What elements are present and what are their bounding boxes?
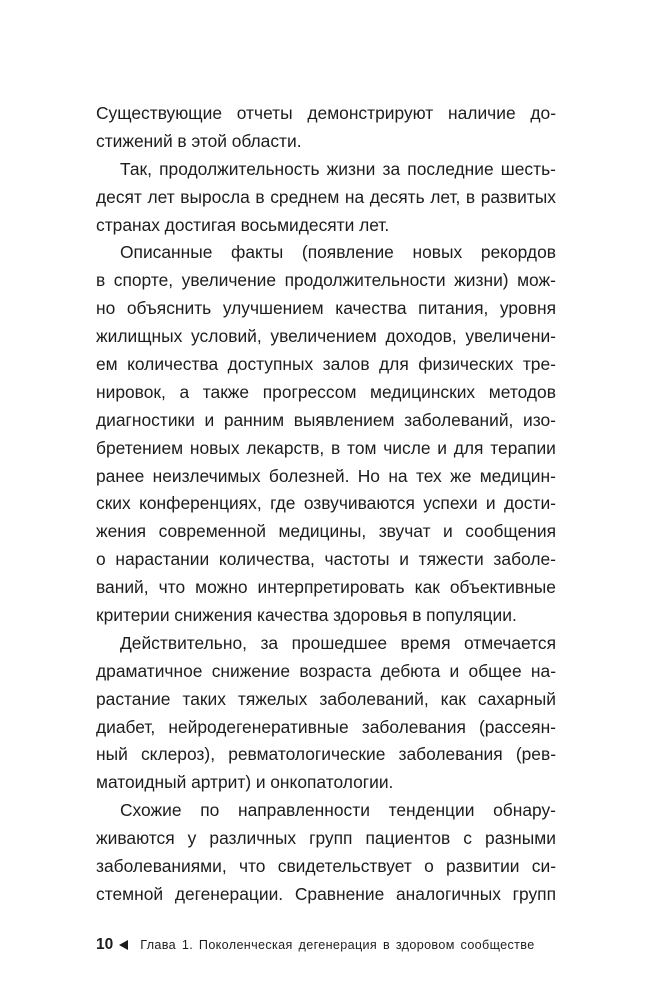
text-line: [96, 128, 556, 156]
word: с: [463, 828, 472, 849]
word: пациентов: [365, 828, 451, 849]
word: онкопатологии.: [270, 772, 394, 793]
word: о: [96, 549, 106, 570]
word: и: [204, 409, 215, 430]
word: время: [400, 632, 451, 653]
text-line: [96, 379, 556, 407]
word: бретением: [96, 437, 184, 458]
word: по: [200, 800, 220, 821]
word: залов: [322, 354, 370, 375]
word: в: [96, 270, 106, 291]
word: на-: [530, 660, 556, 681]
word: улучшением: [222, 298, 324, 319]
word: артрит): [191, 772, 252, 793]
word: си-: [531, 856, 556, 877]
word: десять: [369, 186, 425, 207]
word: тяжести: [418, 549, 484, 570]
word: выявлением: [293, 409, 395, 430]
word: области.: [231, 130, 302, 151]
text-line: [96, 881, 556, 909]
word: том: [347, 437, 377, 458]
word: ревматологические: [228, 744, 386, 765]
word: ный: [96, 744, 128, 765]
word: качества: [335, 298, 407, 319]
page-footer: [96, 936, 535, 954]
word: методов: [488, 381, 556, 402]
word: этой: [191, 130, 227, 151]
word: драматичное: [96, 660, 203, 681]
word: таких: [182, 688, 226, 709]
word: питания,: [418, 298, 489, 319]
word: объяснить: [126, 298, 212, 319]
word: и: [443, 521, 453, 542]
word: восьмидесяти: [240, 214, 355, 235]
word: жизни): [454, 270, 509, 291]
word: тех: [415, 465, 442, 486]
word: Так,: [120, 158, 152, 179]
word: физических: [418, 354, 514, 375]
word: жизни: [326, 158, 376, 179]
word: доходов,: [385, 326, 457, 347]
triangle-left-icon: [119, 940, 128, 950]
text-line: [96, 435, 556, 463]
word: Существующие: [96, 103, 222, 123]
word: а: [179, 381, 190, 402]
word: но: [96, 298, 116, 319]
word: живаются: [96, 828, 175, 849]
text-line: [96, 463, 556, 491]
word: увеличени-: [465, 326, 556, 347]
text-line: [96, 853, 556, 881]
word: ваний,: [96, 577, 149, 598]
word: в: [177, 130, 187, 151]
word: возраста: [299, 660, 372, 681]
text-line: [96, 323, 556, 351]
word: также: [202, 381, 250, 402]
text-line: [96, 295, 556, 323]
word: звучат: [378, 521, 431, 542]
text-line: [96, 100, 556, 128]
word: жения: [96, 521, 147, 542]
word: последние: [407, 158, 494, 179]
word: увеличение: [181, 270, 277, 291]
word: медицин-: [479, 465, 556, 486]
word: спорте,: [113, 270, 174, 291]
word: групп: [309, 828, 353, 849]
word: диабет,: [96, 716, 156, 737]
word: лет: [147, 186, 175, 207]
text-line: [96, 351, 556, 379]
word: направленности: [237, 800, 370, 821]
word: заболеваний,: [404, 409, 514, 430]
word: тре-: [522, 354, 556, 375]
text-line: [96, 212, 556, 240]
word: матоидный: [96, 772, 187, 793]
word: неизлечимых: [152, 465, 261, 486]
word: до-: [530, 103, 556, 123]
word: странах: [96, 214, 160, 235]
word: нировок,: [96, 381, 166, 402]
word: конференциях,: [139, 493, 262, 514]
word: в: [412, 605, 422, 626]
word: склероз),: [140, 744, 216, 765]
word: общее: [468, 660, 522, 681]
word: же: [450, 465, 472, 486]
text-line: [96, 741, 556, 769]
word: заболевания: [361, 716, 466, 737]
word: на: [388, 465, 408, 486]
word: прошедшее: [291, 632, 388, 653]
body-text: [96, 100, 556, 909]
word: как: [440, 688, 466, 709]
word: можно: [195, 577, 248, 598]
word: растание: [96, 688, 171, 709]
word: мож-: [517, 270, 556, 291]
text-line: [96, 156, 556, 184]
word: развитии: [446, 856, 520, 877]
running-header-chapter-title: Глава 1. Поколенческая дегенерация в здоровом сообществе: [140, 938, 535, 952]
word: сахарный: [477, 688, 556, 709]
word: и: [449, 660, 460, 681]
word: ранним: [223, 409, 285, 430]
word: популяции.: [426, 605, 517, 626]
word: аналогичных: [396, 883, 501, 904]
word: отмечается: [463, 632, 556, 653]
word: доступных: [227, 354, 314, 375]
word: в: [255, 186, 265, 207]
text-line: [96, 546, 556, 574]
text-line: [96, 518, 556, 546]
word: свидетельствует: [277, 856, 412, 877]
word: частоты: [324, 549, 390, 570]
word: групп: [512, 883, 556, 904]
word: дегенерации.: [174, 883, 284, 904]
word: в: [465, 186, 476, 207]
word: современной: [158, 521, 266, 542]
word: увеличением: [270, 326, 377, 347]
word: отчеты: [236, 103, 293, 123]
word: ских: [96, 493, 131, 514]
word: о: [424, 856, 434, 877]
word: нейродегенеративные: [168, 716, 349, 737]
text-line: [96, 239, 556, 267]
word: качества: [256, 605, 329, 626]
word: на: [344, 186, 365, 207]
word: Но: [357, 465, 380, 486]
word: ранее: [96, 465, 145, 486]
word: прогрессом: [262, 381, 357, 402]
page-number: 10: [96, 936, 114, 953]
text-line: [96, 490, 556, 518]
word: продолжительность: [159, 158, 320, 179]
word: ем: [96, 354, 118, 375]
word: десят: [96, 186, 142, 207]
word: болезней.: [268, 465, 350, 486]
word: жилищных: [96, 326, 183, 347]
word: медицины,: [278, 521, 367, 542]
word: (рассеян-: [478, 716, 556, 737]
word: количества,: [218, 549, 315, 570]
word: за: [382, 158, 401, 179]
word: здоровья: [333, 605, 408, 626]
text-line: [96, 797, 556, 825]
word: у: [187, 828, 197, 849]
word: новых: [189, 437, 240, 458]
word: уровня: [499, 298, 556, 319]
word: изо-: [523, 409, 556, 430]
word: продолжительности: [284, 270, 446, 291]
word: в: [331, 437, 341, 458]
word: факты: [231, 242, 284, 263]
word: критерии: [96, 605, 170, 626]
word: для: [379, 354, 409, 375]
text-line: [96, 630, 556, 658]
word: за: [260, 632, 279, 653]
text-line: [96, 686, 556, 714]
word: дости-: [503, 493, 556, 514]
text-line: [96, 407, 556, 435]
word: дебюта: [380, 660, 441, 681]
word: снижения: [174, 605, 253, 626]
text-line: [96, 574, 556, 602]
word: числе: [383, 437, 431, 458]
word: заболевания: [398, 744, 503, 765]
word: выросла: [180, 186, 250, 207]
word: различных: [209, 828, 297, 849]
word: и: [485, 493, 496, 514]
word: стижений: [96, 130, 173, 151]
word: рекордов: [480, 242, 556, 263]
word: объективные: [449, 577, 556, 598]
text-line: [96, 267, 556, 295]
text-line: [96, 714, 556, 742]
word: заболе-: [493, 549, 556, 570]
word: разными: [485, 828, 556, 849]
word: лет.: [359, 214, 390, 235]
word: что: [238, 856, 266, 877]
word: (появление: [301, 242, 394, 263]
text-line: [96, 825, 556, 853]
word: и: [255, 772, 266, 793]
text-line: [96, 184, 556, 212]
word: среднем: [270, 186, 340, 207]
word: (рев-: [515, 744, 556, 765]
word: как: [414, 577, 440, 598]
word: для: [453, 437, 484, 458]
word: обнару-: [493, 800, 556, 821]
text-line: [96, 658, 556, 686]
word: Действительно,: [120, 632, 247, 653]
word: сообщения: [465, 521, 556, 542]
word: и: [399, 549, 409, 570]
word: нарастании: [115, 549, 210, 570]
word: достигая: [164, 214, 236, 235]
word: тенденции: [388, 800, 475, 821]
word: количества: [127, 354, 219, 375]
word: наличие: [448, 103, 516, 123]
word: стемной: [96, 883, 164, 904]
word: медицинских: [370, 381, 476, 402]
word: снижение: [211, 660, 291, 681]
word: демонстрируют: [307, 103, 434, 123]
word: заболеваний,: [319, 688, 429, 709]
word: где: [270, 493, 296, 514]
word: условий,: [191, 326, 262, 347]
word: интерпретировать: [257, 577, 405, 598]
word: озвучиваются: [303, 493, 415, 514]
word: успехи: [423, 493, 478, 514]
text-line: [96, 602, 556, 630]
word: Схожие: [120, 800, 182, 821]
word: новых: [412, 242, 463, 263]
word: лет,: [430, 186, 461, 207]
word: лекарств,: [246, 437, 325, 458]
word: что: [158, 577, 186, 598]
word: и: [437, 437, 447, 458]
word: терапии: [490, 437, 556, 458]
word: заболеваниями,: [96, 856, 227, 877]
word: шесть-: [500, 158, 556, 179]
word: диагностики: [96, 409, 195, 430]
word: Сравнение: [294, 883, 385, 904]
word: тяжелых: [237, 688, 308, 709]
word: Описанные: [120, 242, 213, 263]
word: развитых: [480, 186, 556, 207]
text-line: [96, 769, 556, 797]
